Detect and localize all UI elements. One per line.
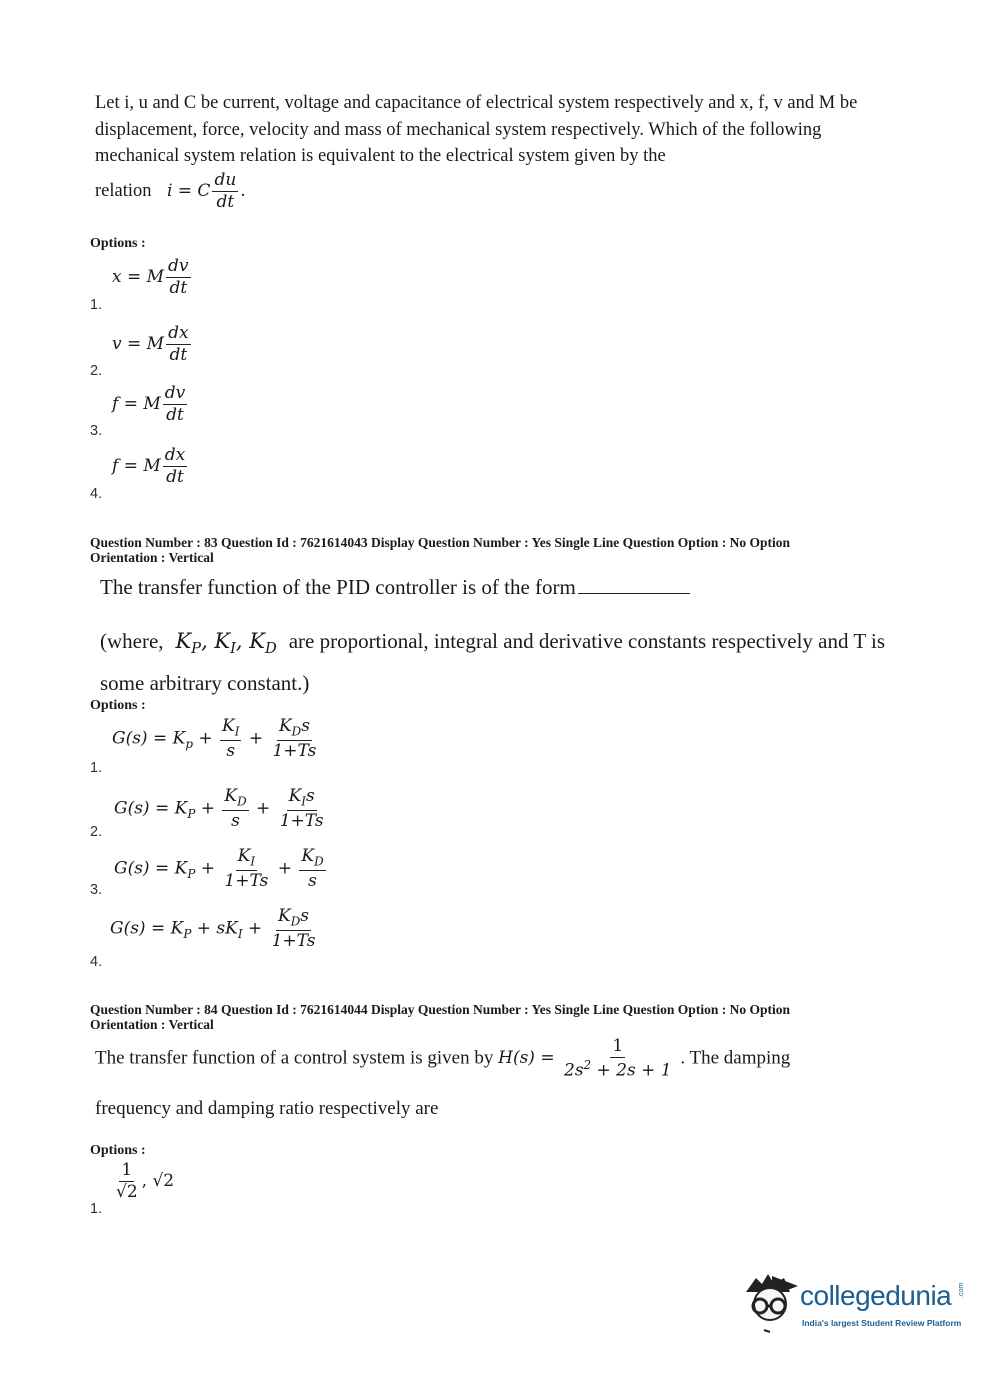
q84-meta-line1: Question Number : 84 Question Id : 7621614044 Display Question Number : Yes Single Line Question Option : No Option (90, 1002, 790, 1017)
q82-option-3-eqn: f = M $\frac{dv}{dt}$ (112, 383, 186, 425)
q83-meta (90, 535, 870, 565)
q82-option-2-label: 2. (90, 363, 103, 379)
q84-stem-cont: frequency and damping ratio respectively are (95, 1098, 439, 1119)
q83-option-1-label: 1. (90, 760, 103, 776)
q83-note (100, 624, 910, 701)
q84-stem-pre: The transfer function of a control system is given by (95, 1047, 494, 1069)
q82-options-heading: Options : (90, 236, 146, 251)
q82-option-4-eqn: f = M $\frac{dx}{dt}$ (112, 445, 186, 487)
q82-option-4-label: 4. (90, 486, 103, 502)
collegedunia-logo (740, 1270, 970, 1340)
q83-note-pre: (where, (100, 629, 164, 653)
q83-option-4-eqn: $G(s) = K_P + sK_I$ + $\frac{K_Ds}{1+Ts}$ (110, 906, 316, 952)
q82-relation-eqn: i = C $\frac{du}{dt}$ . (156, 170, 246, 212)
q83-option-2-label: 2. (90, 824, 103, 840)
q84-stem (95, 1038, 855, 1080)
brand-suffix: .com (958, 1282, 965, 1298)
q83-meta-line2: Orientation : Vertical (90, 550, 214, 565)
q83-option-2-eqn: $G(s) = K_P$ + $\frac{K_D}{s}$ + $\frac{K_Is}{1+Ts}$ (114, 786, 324, 832)
q82-option-1-label: 1. (90, 297, 103, 313)
q82-option-2-eqn: v = M $\frac{dx}{dt}$ (112, 323, 189, 365)
q83-stem-text: The transfer function of the PID controller is of the form (100, 575, 576, 599)
brand-name: collegedunia (800, 1280, 952, 1311)
q82-intro (95, 90, 865, 170)
q84-transfer-function: H(s) = $\frac{1}{2s^2 + 2s + 1}$ (498, 1036, 672, 1081)
q83-options-heading: Options : (90, 698, 146, 713)
q84-option-1-eqn: $\frac{1}{√2}$ , √2 (116, 1160, 175, 1202)
q84-option-1-label: 1. (90, 1201, 103, 1217)
q83-option-3-eqn: $G(s) = K_P$ + $\frac{K_I}{1+Ts}$ + $\frac{K_D}{s}$ (114, 846, 324, 892)
q82-option-1-eqn: x = M $\frac{dv}{dt}$ (112, 256, 189, 298)
q84-options-heading: Options : (90, 1143, 146, 1158)
graduate-mascot-icon (740, 1270, 802, 1340)
q83-note-constants: $K_P$, $K_I$, $K_D$ (168, 629, 277, 658)
q82-intro-text: Let i, u and C be current, voltage and capacitance of electrical system respectively and x, f, v and M be displacement, force, velocity and mass of mechanical system respectively. Which of the following mechanical system relation is equivalent to the electrical system given by the (95, 93, 858, 166)
q83-stem (100, 570, 690, 605)
q83-option-3-label: 3. (90, 882, 103, 898)
q82-relation-word: relation (95, 181, 152, 201)
q84-meta-line2: Orientation : Vertical (90, 1017, 214, 1032)
q83-note-post: are proportional, integral and derivative constants respectively and T is some arbitrary constant.) (100, 629, 886, 696)
q84-meta (90, 1002, 870, 1032)
q82-option-3-label: 3. (90, 423, 103, 439)
brand-tagline: India's largest Student Review Platform (802, 1318, 962, 1328)
q82-relation (95, 172, 246, 211)
q83-option-4-label: 4. (90, 954, 103, 970)
q83-option-1-eqn: $G(s) = K_p$ + $\frac{K_I}{s}$ + $\frac{K_Ds}{1+Ts}$ (112, 716, 317, 762)
answer-blank (578, 593, 690, 594)
q83-meta-line1: Question Number : 83 Question Id : 7621614043 Display Question Number : Yes Single Line Question Option : No Option (90, 535, 790, 550)
q84-stem-post: . The damping (680, 1047, 791, 1069)
